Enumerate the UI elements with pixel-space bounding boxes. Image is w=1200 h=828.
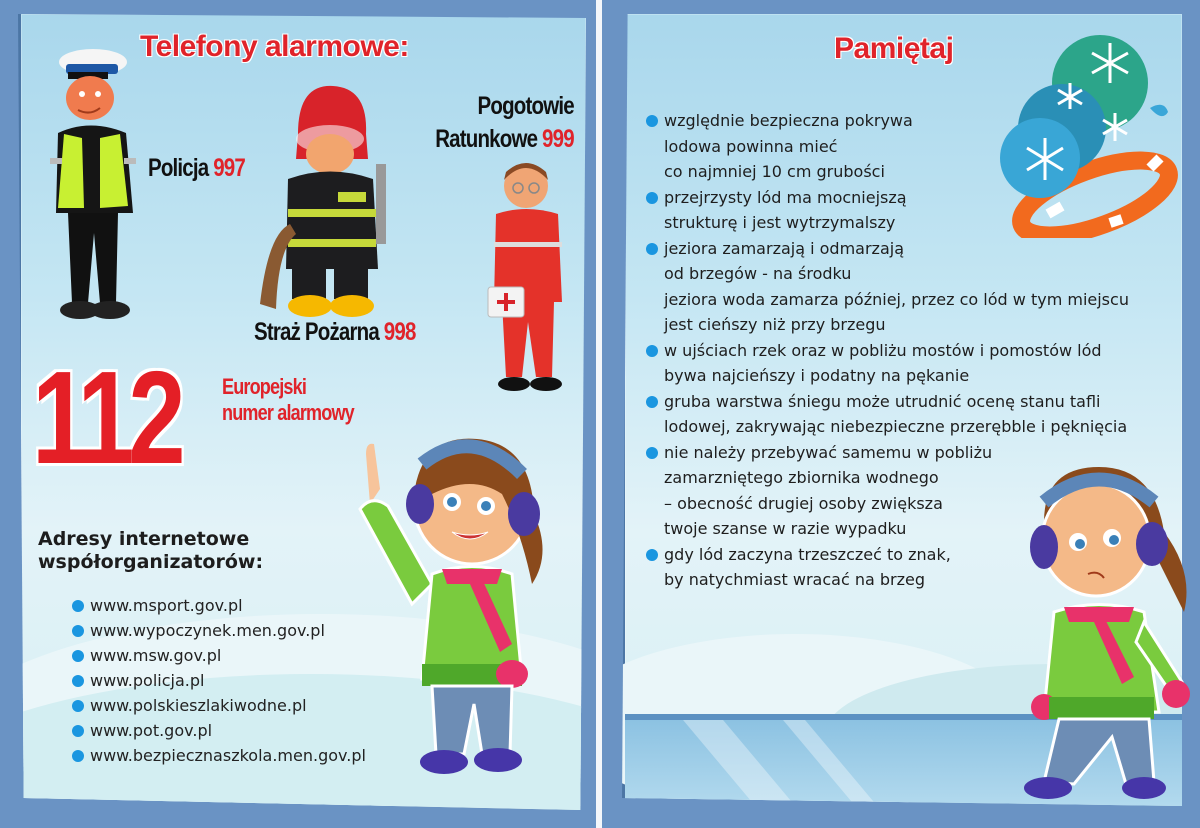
bullet-icon xyxy=(646,243,658,255)
page-title: Telefony alarmowe: xyxy=(140,30,409,63)
left-page xyxy=(0,0,596,828)
tip-line: w ujściach rzek oraz w pobliżu mostów i pomostów lód xyxy=(664,340,1102,360)
bullet-icon xyxy=(72,650,84,662)
addresses-heading-line2: współorganizatorów: xyxy=(38,551,264,573)
bullet-icon xyxy=(72,600,84,612)
url-link[interactable]: www.policja.pl xyxy=(90,671,205,690)
tip-line: przejrzysty lód ma mocniejszą xyxy=(664,187,907,207)
tip-line: gruba warstwa śniegu może utrudnić ocenę stanu tafli xyxy=(664,391,1101,411)
url-link[interactable]: www.msw.gov.pl xyxy=(90,646,222,665)
tip-item xyxy=(646,338,1129,389)
url-item[interactable] xyxy=(72,718,366,743)
tip-line: jeziora woda zamarza później, przez co lód w tym miejscu xyxy=(664,289,1129,309)
service-name: Policja xyxy=(148,154,209,182)
bullet-icon xyxy=(646,345,658,357)
tip-line: względnie bezpieczna pokrywa xyxy=(664,111,913,130)
tip-item xyxy=(646,236,1129,338)
firefighter-illustration xyxy=(258,84,408,324)
tip-line: lodowa powinna mieć xyxy=(664,136,838,156)
tip-item xyxy=(646,389,1129,440)
bullet-icon xyxy=(646,115,658,127)
bullet-icon xyxy=(646,447,658,459)
service-name-line1: Pogotowie xyxy=(477,92,574,120)
service-name: Straż Pożarna xyxy=(254,318,379,346)
url-item[interactable] xyxy=(72,743,366,768)
tip-line: od brzegów - na środku xyxy=(664,264,852,283)
page-title: Pamiętaj xyxy=(834,32,954,65)
tip-line: zamarzniętego zbiornika wodnego xyxy=(664,468,939,487)
tip-line: strukturę i jest wytrzymalszy xyxy=(664,213,896,232)
emergency-label-line1: Europejski xyxy=(222,374,307,399)
url-item[interactable] xyxy=(72,693,366,718)
addresses-heading xyxy=(38,528,263,574)
tip-line: co najmniej 10 cm grubości xyxy=(664,162,885,181)
addresses-heading-line1: Adresy internetowe xyxy=(38,528,250,550)
tip-item xyxy=(646,185,1129,236)
tip-line: gdy lód zaczyna trzeszczeć to znak, xyxy=(664,544,951,564)
girl-on-ice-illustration xyxy=(1004,462,1194,802)
paramedic-illustration xyxy=(482,162,577,394)
bullet-icon xyxy=(72,675,84,687)
emergency-label-line2: numer alarmowy xyxy=(222,400,354,425)
pogotowie-label xyxy=(418,90,574,156)
emergency-label xyxy=(222,374,354,426)
service-number[interactable]: 998 xyxy=(383,318,416,346)
bullet-icon xyxy=(646,396,658,408)
tip-line: jeziora zamarzają i odmarzają xyxy=(664,238,904,258)
url-item[interactable] xyxy=(72,593,366,618)
bullet-icon xyxy=(646,192,658,204)
url-link[interactable]: www.bezpiecznaszkola.men.gov.pl xyxy=(90,746,366,765)
bullet-icon xyxy=(72,625,84,637)
emergency-number-112[interactable]: 112 xyxy=(32,344,180,491)
url-item[interactable] xyxy=(72,668,366,693)
policja-label xyxy=(148,154,245,183)
policeman-illustration xyxy=(38,38,143,323)
service-number[interactable]: 999 xyxy=(542,125,574,153)
url-list xyxy=(72,593,366,768)
tip-line: twoje szanse w razie wypadku xyxy=(664,519,907,538)
girl-pointing-illustration xyxy=(352,434,552,780)
tip-line: bywa najcieńszy i podatny na pękanie xyxy=(664,366,970,385)
service-name-line2: Ratunkowe xyxy=(435,125,538,153)
url-link[interactable]: www.polskieszlakiwodne.pl xyxy=(90,696,307,715)
bullet-icon xyxy=(646,549,658,561)
tip-line: by natychmiast wracać na brzeg xyxy=(664,570,925,589)
url-link[interactable]: www.wypoczynek.men.gov.pl xyxy=(90,621,325,640)
url-link[interactable]: www.msport.gov.pl xyxy=(90,596,243,615)
bullet-icon xyxy=(72,700,84,712)
tip-line: – obecność drugiej osoby zwiększa xyxy=(664,493,943,513)
right-page xyxy=(602,0,1200,828)
service-number[interactable]: 997 xyxy=(213,154,245,182)
tip-line: lodowej, zakrywając niebezpieczne przerębble i pęknięcia xyxy=(664,417,1128,436)
tip-line: jest cieńszy niż przy brzegu xyxy=(664,315,886,334)
tip-item xyxy=(646,108,1129,185)
tip-line: nie należy przebywać samemu w pobliżu xyxy=(664,442,993,462)
straz-label xyxy=(254,318,416,347)
bullet-icon xyxy=(72,750,84,762)
url-item[interactable] xyxy=(72,643,366,668)
url-item[interactable] xyxy=(72,618,366,643)
url-link[interactable]: www.pot.gov.pl xyxy=(90,721,213,740)
bullet-icon xyxy=(72,725,84,737)
